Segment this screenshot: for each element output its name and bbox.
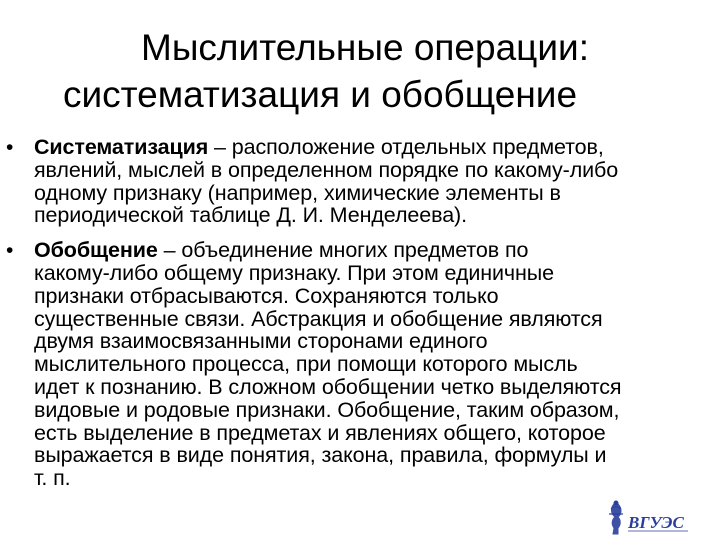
bullet-line: двумя взаимосвязанными сторонами единого	[34, 329, 488, 354]
bullet-line: существенные связи. Абстракция и обобщение являются	[34, 306, 603, 331]
bullet-line: периодической таблице Д. И. Менделеева).	[34, 203, 467, 228]
slide-title-line-1: Мыслительные операции:	[141, 27, 589, 68]
definition-text: – расположение отдельных предметов,	[208, 135, 604, 159]
bullet-dot-icon: •	[6, 136, 14, 159]
bullet-item-generalization	[0, 239, 720, 490]
bullet-line: мыслительного процесса, при помощи которого мысль	[34, 352, 578, 377]
bullet-dot-icon: •	[6, 239, 14, 263]
bullet-line: выражается в виде понятия, закона, правила, формулы и	[34, 443, 607, 468]
bullet-line: одному признаку (например, химические элементы в	[34, 180, 561, 205]
term-systematization: Систематизация	[34, 135, 209, 159]
bullet-line	[34, 136, 712, 159]
bullet-line	[34, 239, 712, 262]
slide-title	[0, 24, 720, 118]
bullet-line: признаки отбрасываются. Сохраняются только	[34, 283, 499, 308]
bullet-line: идет к познанию. В сложном обобщении четко выделяются	[34, 374, 622, 399]
bullet-line: есть выделение в предметах и явлениях общего, которое	[34, 420, 606, 445]
definition-text: – объединение многих предметов по	[157, 238, 529, 263]
bullet-item-systematization	[0, 136, 720, 227]
bullet-line: явлений, мыслей в определенном порядке по какому-либо	[34, 157, 619, 182]
bullet-list	[0, 136, 720, 490]
university-crest-logo-icon	[606, 500, 694, 538]
bullet-line: какому-либо общему признаку. При этом единичные	[34, 260, 555, 285]
bullet-line: видовые и родовые признаки. Обобщение, таким образом,	[34, 397, 620, 422]
logo-text: ВГУЭС	[628, 513, 684, 532]
bullet-line: т. п.	[34, 466, 71, 491]
slide-title-line-2: систематизация и обобщение	[62, 74, 578, 115]
term-generalization: Обобщение	[34, 238, 158, 263]
